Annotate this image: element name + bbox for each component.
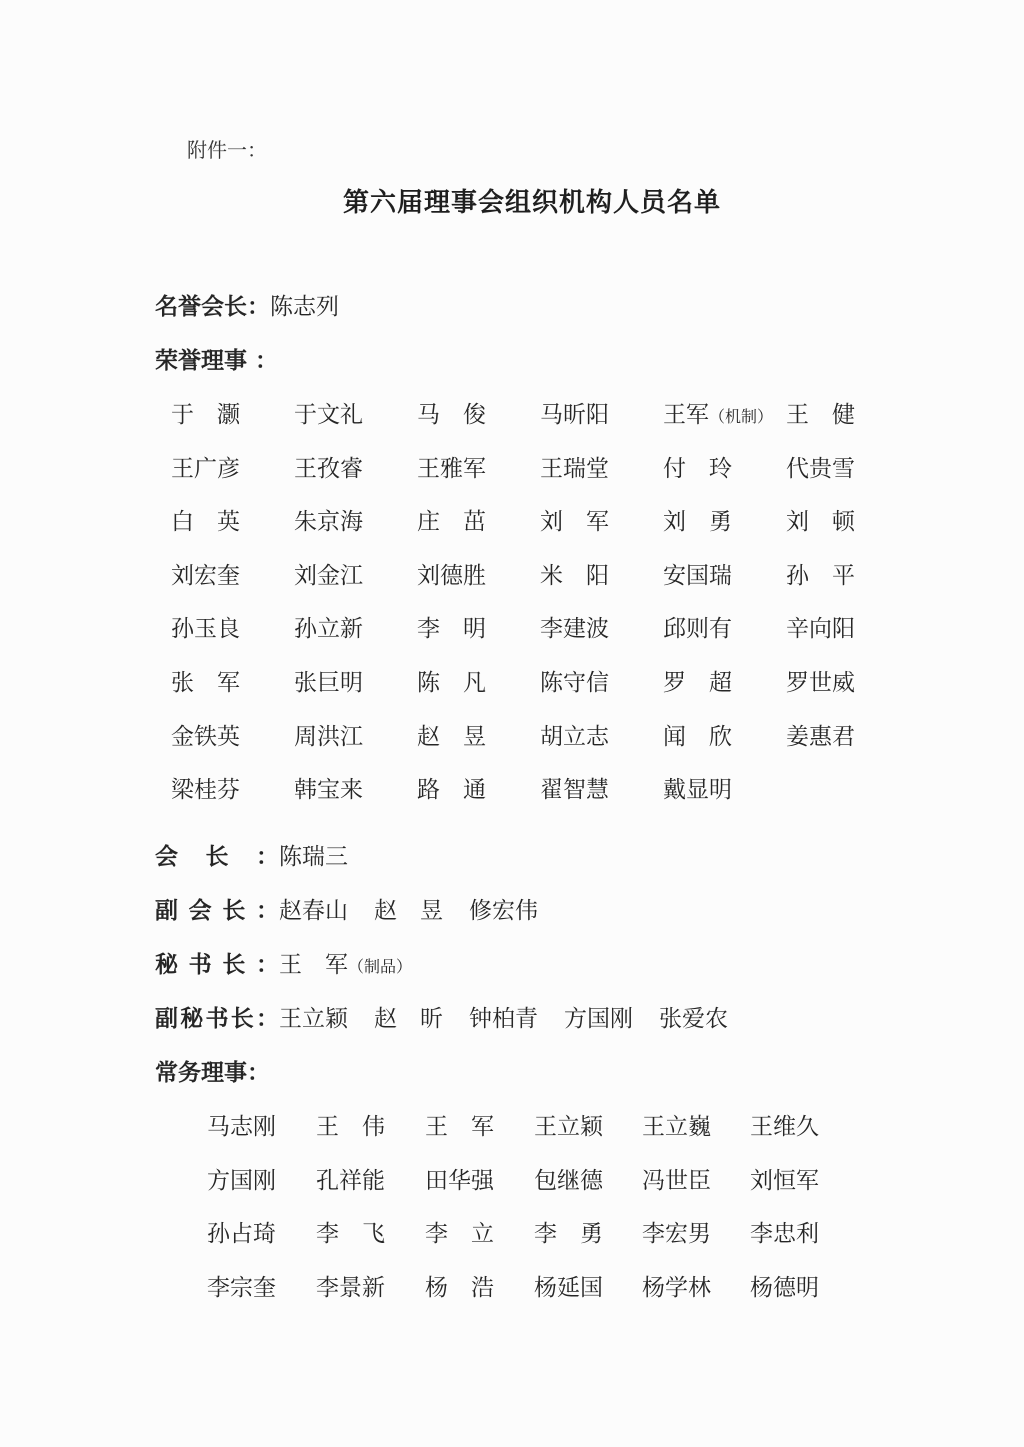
person-name: 赵 昕 (374, 1006, 443, 1032)
person-name: 翟智慧 (540, 777, 609, 804)
name-cell (294, 506, 417, 560)
person-name: 王广彦 (171, 455, 240, 482)
person-name: 孙玉良 (171, 616, 240, 643)
person-name: 刘 顿 (786, 509, 855, 536)
name-cell (642, 1165, 750, 1219)
person-name: 杨 浩 (425, 1274, 494, 1301)
person-name: 于文礼 (294, 402, 363, 428)
vice-presidents-names (279, 895, 564, 927)
person-name: 韩宝来 (294, 777, 363, 804)
name-cell (316, 1272, 425, 1326)
person-name: 李忠利 (750, 1221, 819, 1248)
person-name: 王立巍 (642, 1114, 711, 1140)
person-name: 修宏伟 (469, 898, 538, 924)
name-cell (663, 560, 786, 614)
deputy-secretaries-label: 副秘书长： (155, 1005, 279, 1032)
name-cell (417, 721, 540, 775)
person-name: 李 飞 (316, 1221, 385, 1248)
name-cell (207, 1165, 316, 1219)
name-cell (294, 774, 417, 828)
person-name: 戴显明 (663, 777, 732, 804)
name-cell (540, 613, 663, 667)
person-name: 田华强 (425, 1167, 494, 1194)
name-cell (642, 1272, 750, 1326)
person-name: 杨德明 (750, 1274, 819, 1301)
name-cell (316, 1165, 425, 1219)
person-name: 方国刚 (207, 1167, 276, 1194)
person-name: 杨学林 (642, 1274, 711, 1301)
person-name: 冯世臣 (642, 1167, 711, 1194)
person-note: （机制） (709, 407, 774, 426)
name-cell (786, 560, 896, 614)
person-name: 王维久 (750, 1114, 819, 1140)
person-name: 李 勇 (534, 1221, 603, 1248)
name-cell (642, 1111, 750, 1165)
name-cell (750, 1111, 850, 1165)
person-name: 辛向阳 (786, 616, 855, 643)
standing-directors-list (207, 1111, 850, 1325)
person-name: 梁桂芬 (171, 777, 240, 804)
president-label: 会长： (155, 843, 279, 870)
president-row (155, 841, 348, 873)
name-cell (294, 613, 417, 667)
person-name: 罗世威 (786, 669, 855, 696)
name-cell (540, 453, 663, 507)
person-name: 庄 茁 (417, 509, 486, 536)
name-cell (294, 560, 417, 614)
name-cell (786, 399, 896, 453)
honorary-directors-row (155, 345, 278, 377)
name-cell (417, 667, 540, 721)
name-cell (294, 721, 417, 775)
vice-presidents-row (155, 895, 590, 927)
person-name: 米 阳 (540, 562, 609, 589)
person-name: 李宏男 (642, 1221, 711, 1248)
name-cell (171, 721, 294, 775)
person-name: 马昕阳 (540, 402, 609, 428)
person-name: 孔祥能 (316, 1167, 385, 1194)
person-name: 闻 欣 (663, 723, 732, 750)
person-name: 王孜睿 (294, 455, 363, 482)
name-cell (171, 399, 294, 453)
name-cell (786, 453, 896, 507)
name-cell (663, 774, 786, 828)
person-name: 李 立 (425, 1221, 494, 1248)
honorary-directors-label: 荣誉理事 ： (155, 347, 279, 374)
name-cell (786, 613, 896, 667)
name-cell (786, 721, 896, 775)
name-cell (663, 613, 786, 667)
honorary-president-row (155, 291, 339, 323)
person-name: 刘金江 (294, 562, 363, 589)
honorary-president-label: 名誉会长： (155, 293, 270, 320)
person-name: 王立颖 (279, 1006, 348, 1032)
secretary-general-note: （制品） (348, 957, 413, 976)
person-name: 孙 平 (786, 562, 855, 589)
person-name: 王雅军 (417, 455, 486, 482)
person-name: 周洪江 (294, 723, 363, 750)
person-name: 王 健 (786, 402, 855, 428)
person-name: 杨延国 (534, 1274, 603, 1301)
name-cell (425, 1165, 534, 1219)
standing-directors-row (155, 1057, 270, 1089)
name-cell (417, 774, 540, 828)
name-cell (540, 721, 663, 775)
name-cell (540, 399, 663, 453)
name-cell (417, 560, 540, 614)
person-name: 张爱农 (659, 1006, 728, 1032)
name-cell (171, 667, 294, 721)
name-cell (171, 613, 294, 667)
page-title: 第六届理事会组织机构人员名单 (342, 188, 721, 218)
person-name: 刘德胜 (417, 562, 486, 589)
name-cell (316, 1218, 425, 1272)
person-name: 孙占琦 (207, 1221, 276, 1248)
person-name: 姜惠君 (786, 723, 855, 750)
name-cell (171, 774, 294, 828)
person-name: 朱京海 (294, 509, 363, 536)
name-cell (786, 667, 896, 721)
name-cell (534, 1111, 642, 1165)
name-cell (540, 506, 663, 560)
name-cell (663, 667, 786, 721)
person-name: 孙立新 (294, 616, 363, 643)
deputy-secretaries-names (279, 1003, 754, 1035)
secretary-general-name: 王 军 (279, 952, 348, 978)
person-name: 马志刚 (207, 1114, 276, 1140)
person-name: 陈 凡 (417, 669, 486, 696)
person-name: 方国刚 (564, 1006, 633, 1032)
honorary-president-name: 陈志列 (270, 294, 339, 320)
name-cell (417, 506, 540, 560)
name-cell (425, 1218, 534, 1272)
secretary-general-label: 秘书长： (155, 951, 279, 978)
person-name: 刘宏奎 (171, 562, 240, 589)
person-name: 王瑞堂 (540, 455, 609, 482)
person-name: 王 军 (425, 1114, 494, 1140)
person-name: 张巨明 (294, 669, 363, 696)
person-name: 陈守信 (540, 669, 609, 696)
name-cell (750, 1272, 850, 1326)
name-cell (750, 1165, 850, 1219)
name-cell (294, 667, 417, 721)
attachment-label: 附件一： (187, 138, 267, 162)
president-name: 陈瑞三 (279, 844, 348, 870)
person-name: 金铁英 (171, 723, 240, 750)
person-name: 安国瑞 (663, 562, 732, 589)
name-cell (207, 1111, 316, 1165)
person-name: 付 玲 (663, 455, 732, 482)
secretary-general-row (155, 949, 412, 981)
vice-presidents-label: 副会长： (155, 897, 279, 924)
name-cell (294, 399, 417, 453)
name-cell (425, 1272, 534, 1326)
name-cell (534, 1165, 642, 1219)
person-name: 赵春山 (279, 898, 348, 924)
name-cell (534, 1218, 642, 1272)
person-name: 李景新 (316, 1274, 385, 1301)
name-cell (750, 1218, 850, 1272)
name-cell (171, 506, 294, 560)
person-name: 邱则有 (663, 616, 732, 643)
person-name: 王 伟 (316, 1114, 385, 1140)
person-name: 钟柏青 (469, 1006, 538, 1032)
name-cell (294, 453, 417, 507)
name-cell (534, 1272, 642, 1326)
name-cell (663, 721, 786, 775)
person-name: 刘恒军 (750, 1167, 819, 1194)
name-cell (425, 1111, 534, 1165)
person-name: 赵 昱 (374, 898, 443, 924)
person-name: 于 灏 (171, 402, 240, 428)
name-cell (207, 1272, 316, 1326)
person-name: 李 明 (417, 616, 486, 643)
standing-directors-label: 常务理事： (155, 1059, 270, 1086)
name-cell (663, 506, 786, 560)
name-cell (171, 453, 294, 507)
person-name: 代贵雪 (786, 455, 855, 482)
person-name: 白 英 (171, 509, 240, 536)
person-name: 王军 (663, 402, 709, 428)
person-name: 刘 勇 (663, 509, 732, 536)
person-name: 李建波 (540, 616, 609, 643)
honorary-directors-list (171, 399, 896, 828)
person-name: 马 俊 (417, 402, 486, 428)
name-cell (417, 453, 540, 507)
deputy-secretaries-row (155, 1003, 780, 1035)
name-cell (207, 1218, 316, 1272)
person-name: 张 军 (171, 669, 240, 696)
name-cell (786, 506, 896, 560)
name-cell (171, 560, 294, 614)
name-cell (642, 1218, 750, 1272)
person-name: 刘 军 (540, 509, 609, 536)
name-cell (417, 613, 540, 667)
person-name: 王立颖 (534, 1114, 603, 1140)
name-cell (316, 1111, 425, 1165)
name-cell (540, 667, 663, 721)
person-name: 胡立志 (540, 723, 609, 750)
person-name: 赵 昱 (417, 723, 486, 750)
name-cell (540, 560, 663, 614)
person-name: 罗 超 (663, 669, 732, 696)
person-name: 李宗奎 (207, 1274, 276, 1301)
person-name: 包继德 (534, 1167, 603, 1194)
name-cell (417, 399, 540, 453)
person-name: 路 通 (417, 777, 486, 804)
name-cell (663, 399, 786, 453)
name-cell (540, 774, 663, 828)
name-cell (663, 453, 786, 507)
